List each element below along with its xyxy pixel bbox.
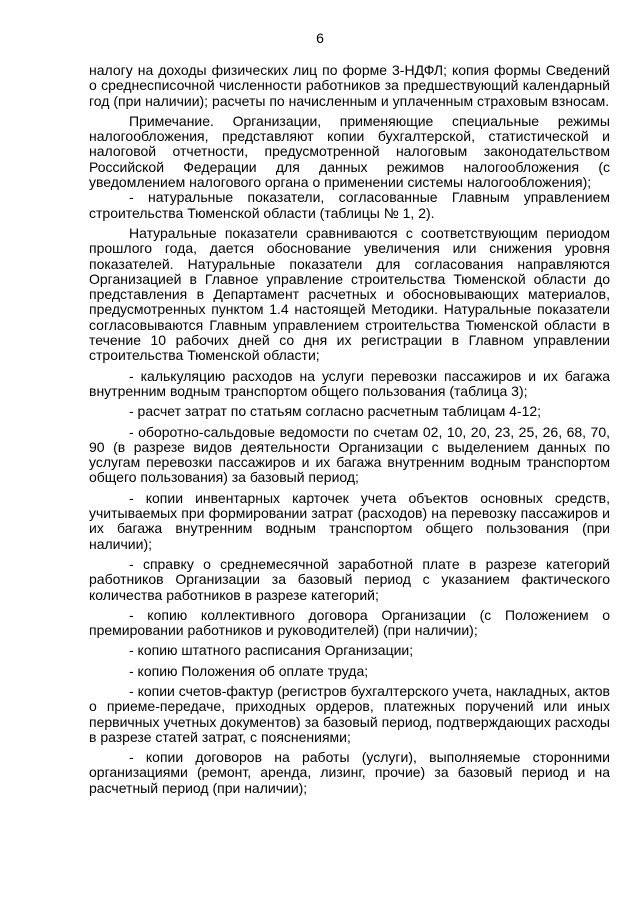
list-item-inventory-cards: - копии инвентарных карточек учета объектов основных средств, учитываемых при формировании затрат (расходов) на перевозку пассажиров и их багажа внутренним водным транспортом общего пользования (при наличии); bbox=[89, 489, 610, 552]
paragraph-tax-forms: налогу на доходы физических лиц по форме 3-НДФЛ; копия формы Сведений о среднесписочной численности работников за предшествующий календарный год (при наличии); расчеты по начисленным и уплаченным страховым взносам. bbox=[89, 62, 610, 109]
list-item-cost-tables: - расчет затрат по статьям согласно расчетным таблицам 4-12; bbox=[129, 403, 542, 420]
document-body bbox=[89, 63, 610, 801]
paragraph-natural-indicators-comparison: Натуральные показатели сравниваются с соответствующим периодом прошлого года, дается обоснование увеличения или снижения уровня показателей. Натуральные показатели для согласования направляются Организацией в Главное управление строительства Тюменской области до представления в Департамент расчетных и обосновывающих материалов, предусмотренных пунктом 1.4 настоящей Методики. Натуральные показатели согласовываются Главным управлением строительства Тюменской области в течение 10 рабочих дней со дня их регистрации в Главном управлении строительства Тюменской области; bbox=[89, 224, 610, 364]
list-item-invoices: - копии счетов-фактур (регистров бухгалтерского учета, накладных, актов о приеме-передаче, приходных ордеров, платежных поручений или иных первичных учетных документов) за базовый период, подтверждающих расходы в разрезе статей затрат, с пояснениями; bbox=[89, 682, 610, 745]
list-item-contracts: - копии договоров на работы (услуги), выполняемые сторонними организациями (ремонт, аренда, лизинг, прочие) за базовый период и на расчетный период (при наличии); bbox=[89, 749, 610, 796]
list-item-turnover-statements: - оборотно-сальдовые ведомости по счетам 02, 10, 20, 23, 25, 26, 68, 70, 90 (в разрезе видов деятельности Организации с выделением данных по услугам перевозки пассажиров и их багажа внутренним водным транспортом общего пользования) за базовый период; bbox=[89, 423, 610, 486]
page-number: 6 bbox=[316, 30, 324, 46]
list-item-cost-calculation: - калькуляцию расходов на услуги перевозки пассажиров и их багажа внутренним водным транспортом общего пользования (таблица 3); bbox=[89, 367, 610, 399]
list-item-natural-indicators: - натуральные показатели, согласованные Главным управлением строительства Тюменской области (таблицы № 1, 2). bbox=[89, 189, 610, 221]
list-item-salary-certificate: - справку о среднемесячной заработной плате в разрезе категорий работников Организации за базовый период с указанием фактического количества работников в разрезе категорий; bbox=[89, 555, 610, 603]
list-item-staff-schedule: - копию штатного расписания Организации; bbox=[129, 642, 414, 659]
list-item-pay-regulation: - копию Положения об оплате труда; bbox=[129, 662, 369, 679]
list-item-collective-agreement: - копию коллективного договора Организации (с Положением о премировании работников и руководителей) (при наличии); bbox=[89, 606, 610, 639]
paragraph-note-special-regimes: Примечание. Организации, применяющие специальные режимы налогообложения, представляют копии бухгалтерской, статистической и налоговой отчетности, предусмотренной налоговым законодательством Российской Федерации для данных режимов налогообложения (с уведомлением налогового органа о применении системы налогообложения); bbox=[89, 112, 610, 191]
